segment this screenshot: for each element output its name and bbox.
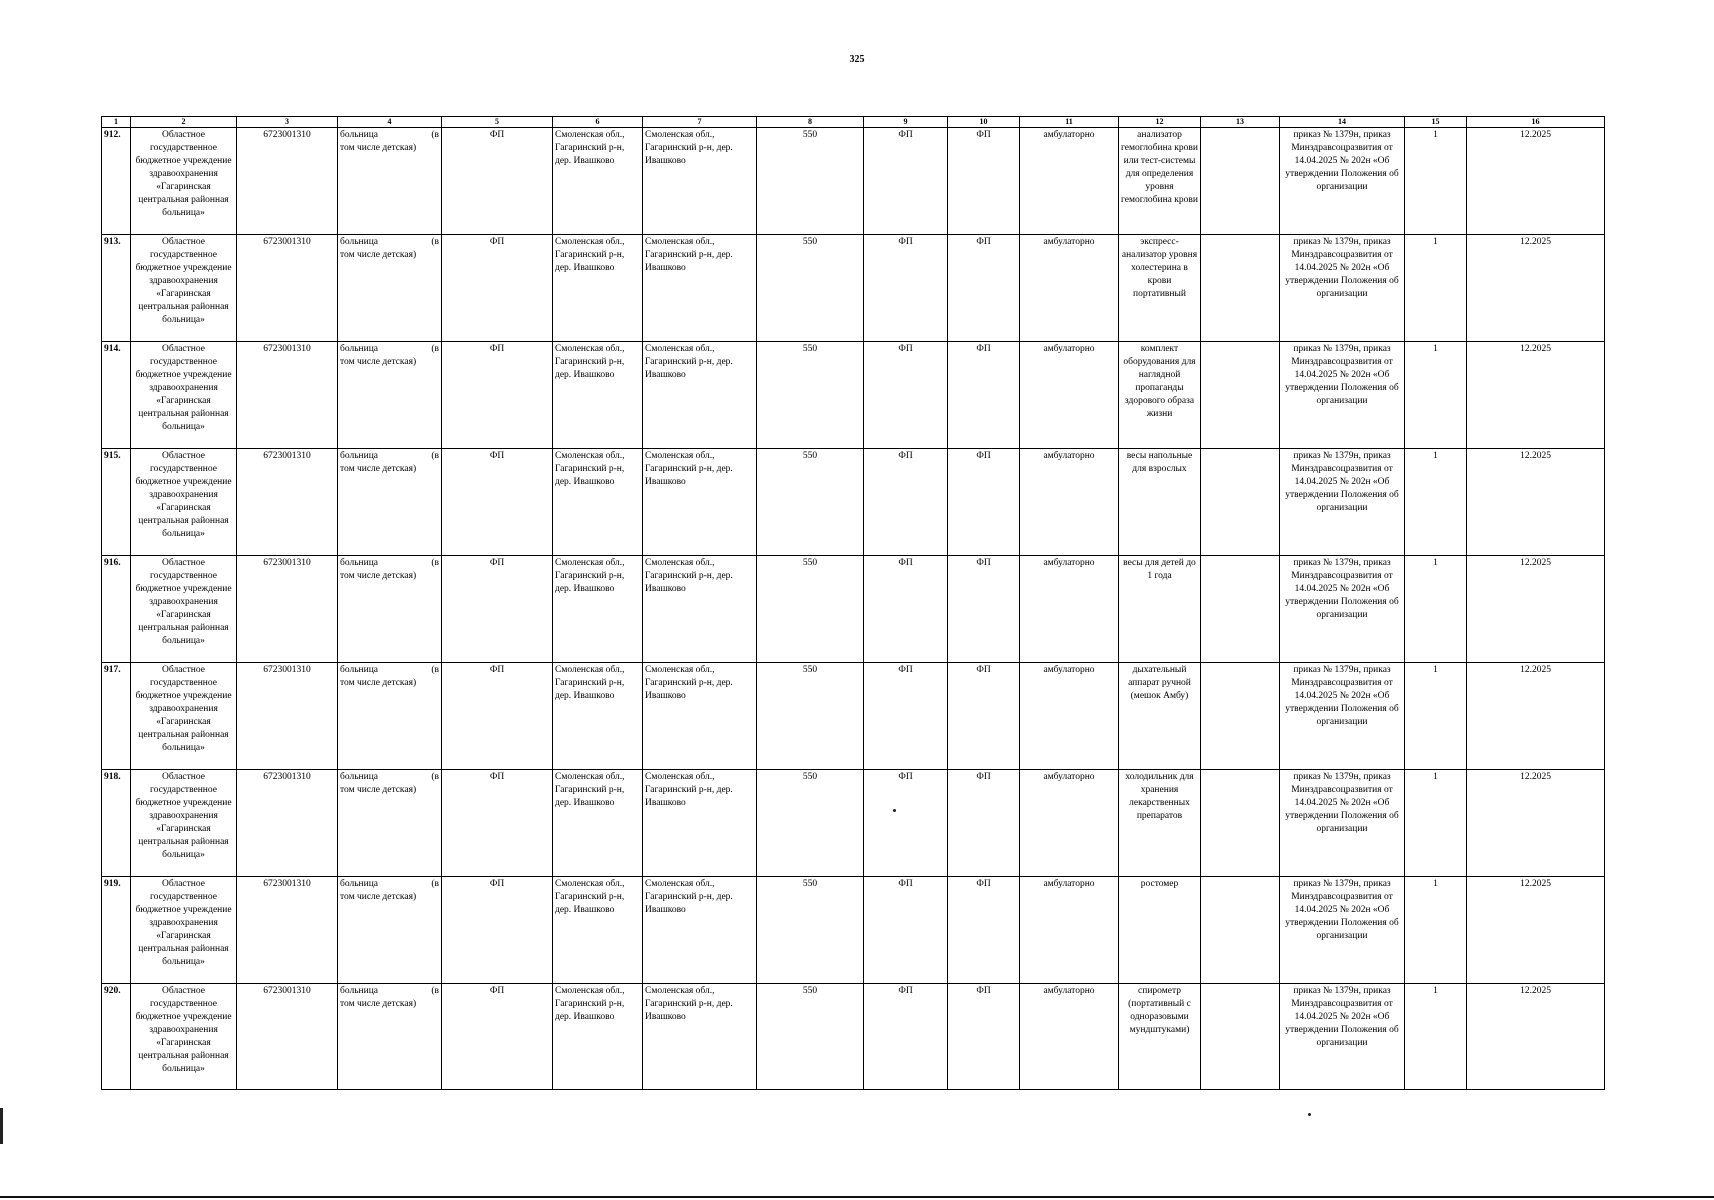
- facility-type-word: больница: [340, 772, 378, 782]
- address-secondary: Смоленская обл., Гагаринский р-н, дер. Ивашково: [643, 877, 757, 984]
- facility-type-paren: (в: [431, 344, 439, 354]
- organization-name: Областное государственное бюджетное учреждение здравоохранения «Гагаринская центральная районная больница»: [131, 556, 237, 663]
- unit-type: ФП: [442, 342, 553, 449]
- row-number: 917.: [102, 663, 131, 770]
- column-header: 13: [1201, 117, 1280, 128]
- row-number: 914.: [102, 342, 131, 449]
- facility-type-line: [340, 878, 439, 891]
- inn-code: 6723001310: [237, 663, 338, 770]
- due-date: 12.2025: [1467, 128, 1605, 235]
- due-date: 12.2025: [1467, 877, 1605, 984]
- organization-name: Областное государственное бюджетное учреждение здравоохранения «Гагаринская центральная районная больница»: [131, 342, 237, 449]
- scan-speck: [893, 809, 896, 812]
- column-header: 8: [757, 117, 864, 128]
- column-13: [1201, 877, 1280, 984]
- facility-type-line: [340, 129, 439, 142]
- organization-name: Областное государственное бюджетное учреждение здравоохранения «Гагаринская центральная районная больница»: [131, 663, 237, 770]
- address-primary: Смоленская обл., Гагаринский р-н, дер. Ивашково: [553, 128, 643, 235]
- organization-name: Областное государственное бюджетное учреждение здравоохранения «Гагаринская центральная районная больница»: [131, 877, 237, 984]
- facility-type: [338, 984, 442, 1090]
- equipment-name: весы для детей до 1 года: [1119, 556, 1201, 663]
- unit-type: ФП: [442, 663, 553, 770]
- organization-name: Областное государственное бюджетное учреждение здравоохранения «Гагаринская центральная районная больница»: [131, 449, 237, 556]
- legal-basis: приказ № 1379н, приказ Минздравсоцразвития от 14.04.2025 № 202н «Об утверждении Положения об организации: [1280, 235, 1405, 342]
- care-mode: амбулаторно: [1020, 449, 1119, 556]
- population: 550: [757, 556, 864, 663]
- column-13: [1201, 128, 1280, 235]
- legal-basis: приказ № 1379н, приказ Минздравсоцразвития от 14.04.2025 № 202н «Об утверждении Положения об организации: [1280, 556, 1405, 663]
- facility-type-line: [340, 557, 439, 570]
- equipment-name: экспресс-анализатор уровня холестерина в крови портативный: [1119, 235, 1201, 342]
- column-header: 4: [338, 117, 442, 128]
- table-row: [102, 663, 1605, 770]
- unit-type: ФП: [442, 984, 553, 1090]
- address-primary: Смоленская обл., Гагаринский р-н, дер. Ивашково: [553, 449, 643, 556]
- facility-type-word: больница: [340, 237, 378, 247]
- care-mode: амбулаторно: [1020, 342, 1119, 449]
- table-row: [102, 770, 1605, 877]
- column-13: [1201, 449, 1280, 556]
- care-mode: амбулаторно: [1020, 235, 1119, 342]
- legal-basis: приказ № 1379н, приказ Минздравсоцразвития от 14.04.2025 № 202н «Об утверждении Положения об организации: [1280, 877, 1405, 984]
- facility-type-desc: том числе детская): [340, 678, 417, 688]
- facility-type-word: больница: [340, 130, 378, 140]
- facility-type: [338, 128, 442, 235]
- facility-type: [338, 342, 442, 449]
- address-primary: Смоленская обл., Гагаринский р-н, дер. Ивашково: [553, 235, 643, 342]
- facility-type-paren: (в: [431, 665, 439, 675]
- equipment-name: спирометр (портативный с одноразовыми мундштуками): [1119, 984, 1201, 1090]
- facility-type-desc: том числе детская): [340, 143, 417, 153]
- address-primary: Смоленская обл., Гагаринский р-н, дер. Ивашково: [553, 770, 643, 877]
- equipment-name: анализатор гемоглобина крови или тест-системы для определения уровня гемоглобина крови: [1119, 128, 1201, 235]
- column-13: [1201, 342, 1280, 449]
- row-number: 918.: [102, 770, 131, 877]
- address-primary: Смоленская обл., Гагаринский р-н, дер. Ивашково: [553, 342, 643, 449]
- care-mode: амбулаторно: [1020, 556, 1119, 663]
- care-mode: амбулаторно: [1020, 770, 1119, 877]
- facility-type: [338, 663, 442, 770]
- column-header: 14: [1280, 117, 1405, 128]
- facility-type-word: больница: [340, 879, 378, 889]
- unit-type-col9: ФП: [864, 128, 948, 235]
- equipment-name: комплект оборудования для наглядной пропаганды здорового образа жизни: [1119, 342, 1201, 449]
- column-header: 12: [1119, 117, 1201, 128]
- page-number: 325: [849, 54, 865, 65]
- facility-type-paren: (в: [431, 879, 439, 889]
- unit-type-col10: ФП: [948, 556, 1020, 663]
- facility-type: [338, 235, 442, 342]
- unit-type-col10: ФП: [948, 770, 1020, 877]
- unit-type-col10: ФП: [948, 984, 1020, 1090]
- organization-name: Областное государственное бюджетное учреждение здравоохранения «Гагаринская центральная районная больница»: [131, 984, 237, 1090]
- row-number: 913.: [102, 235, 131, 342]
- facility-type-word: больница: [340, 986, 378, 996]
- due-date: 12.2025: [1467, 556, 1605, 663]
- organization-name: Областное государственное бюджетное учреждение здравоохранения «Гагаринская центральная районная больница»: [131, 128, 237, 235]
- legal-basis: приказ № 1379н, приказ Минздравсоцразвития от 14.04.2025 № 202н «Об утверждении Положения об организации: [1280, 770, 1405, 877]
- column-header: 3: [237, 117, 338, 128]
- address-secondary: Смоленская обл., Гагаринский р-н, дер. Ивашково: [643, 984, 757, 1090]
- column-header: 2: [131, 117, 237, 128]
- quantity: 1: [1405, 556, 1467, 663]
- facility-type: [338, 770, 442, 877]
- inn-code: 6723001310: [237, 128, 338, 235]
- column-header: 15: [1405, 117, 1467, 128]
- table-row: [102, 342, 1605, 449]
- column-13: [1201, 984, 1280, 1090]
- unit-type-col10: ФП: [948, 342, 1020, 449]
- column-header: 7: [643, 117, 757, 128]
- care-mode: амбулаторно: [1020, 984, 1119, 1090]
- facility-type-desc: том числе детская): [340, 999, 417, 1009]
- unit-type-col10: ФП: [948, 663, 1020, 770]
- unit-type-col9: ФП: [864, 663, 948, 770]
- row-number: 920.: [102, 984, 131, 1090]
- column-header: 1: [102, 117, 131, 128]
- population: 550: [757, 770, 864, 877]
- address-primary: Смоленская обл., Гагаринский р-н, дер. Ивашково: [553, 556, 643, 663]
- facility-type-paren: (в: [431, 986, 439, 996]
- unit-type: ФП: [442, 556, 553, 663]
- equipment-name: холодильник для хранения лекарственных препаратов: [1119, 770, 1201, 877]
- address-secondary: Смоленская обл., Гагаринский р-н, дер. Ивашково: [643, 342, 757, 449]
- address-primary: Смоленская обл., Гагаринский р-н, дер. Ивашково: [553, 877, 643, 984]
- facility-type-desc: том числе детская): [340, 785, 417, 795]
- facility-type: [338, 556, 442, 663]
- facility-type-desc: том числе детская): [340, 250, 417, 260]
- organization-name: Областное государственное бюджетное учреждение здравоохранения «Гагаринская центральная районная больница»: [131, 235, 237, 342]
- population: 550: [757, 984, 864, 1090]
- unit-type-col9: ФП: [864, 235, 948, 342]
- inn-code: 6723001310: [237, 235, 338, 342]
- unit-type-col10: ФП: [948, 449, 1020, 556]
- facility-type: [338, 877, 442, 984]
- column-13: [1201, 235, 1280, 342]
- quantity: 1: [1405, 128, 1467, 235]
- facility-type-paren: (в: [431, 451, 439, 461]
- due-date: 12.2025: [1467, 449, 1605, 556]
- column-header: 5: [442, 117, 553, 128]
- quantity: 1: [1405, 984, 1467, 1090]
- facility-type: [338, 449, 442, 556]
- facility-type-word: больница: [340, 558, 378, 568]
- table-row: [102, 556, 1605, 663]
- quantity: 1: [1405, 449, 1467, 556]
- due-date: 12.2025: [1467, 663, 1605, 770]
- facility-type-paren: (в: [431, 130, 439, 140]
- unit-type: ФП: [442, 877, 553, 984]
- row-number: 916.: [102, 556, 131, 663]
- unit-type: ФП: [442, 449, 553, 556]
- facility-type-word: больница: [340, 344, 378, 354]
- equipment-table: [101, 116, 1605, 1090]
- address-primary: Смоленская обл., Гагаринский р-н, дер. Ивашково: [553, 984, 643, 1090]
- table-row: [102, 235, 1605, 342]
- legal-basis: приказ № 1379н, приказ Минздравсоцразвития от 14.04.2025 № 202н «Об утверждении Положения об организации: [1280, 449, 1405, 556]
- legal-basis: приказ № 1379н, приказ Минздравсоцразвития от 14.04.2025 № 202н «Об утверждении Положения об организации: [1280, 128, 1405, 235]
- inn-code: 6723001310: [237, 556, 338, 663]
- table-body: [102, 128, 1605, 1090]
- address-secondary: Смоленская обл., Гагаринский р-н, дер. Ивашково: [643, 235, 757, 342]
- unit-type: ФП: [442, 128, 553, 235]
- column-13: [1201, 770, 1280, 877]
- address-secondary: Смоленская обл., Гагаринский р-н, дер. Ивашково: [643, 770, 757, 877]
- inn-code: 6723001310: [237, 984, 338, 1090]
- facility-type-desc: том числе детская): [340, 892, 417, 902]
- population: 550: [757, 449, 864, 556]
- facility-type-desc: том числе детская): [340, 571, 417, 581]
- address-secondary: Смоленская обл., Гагаринский р-н, дер. Ивашково: [643, 449, 757, 556]
- table-row: [102, 877, 1605, 984]
- column-header: 9: [864, 117, 948, 128]
- address-secondary: Смоленская обл., Гагаринский р-н, дер. Ивашково: [643, 663, 757, 770]
- column-header: 16: [1467, 117, 1605, 128]
- equipment-name: ростомер: [1119, 877, 1201, 984]
- unit-type-col10: ФП: [948, 128, 1020, 235]
- row-number: 919.: [102, 877, 131, 984]
- care-mode: амбулаторно: [1020, 663, 1119, 770]
- address-secondary: Смоленская обл., Гагаринский р-н, дер. Ивашково: [643, 128, 757, 235]
- due-date: 12.2025: [1467, 770, 1605, 877]
- population: 550: [757, 342, 864, 449]
- column-header: 10: [948, 117, 1020, 128]
- population: 550: [757, 128, 864, 235]
- facility-type-line: [340, 771, 439, 784]
- quantity: 1: [1405, 877, 1467, 984]
- facility-type-line: [340, 985, 439, 998]
- scan-speck: [1308, 1113, 1311, 1116]
- facility-type-line: [340, 343, 439, 356]
- unit-type-col9: ФП: [864, 342, 948, 449]
- column-header: 11: [1020, 117, 1119, 128]
- quantity: 1: [1405, 342, 1467, 449]
- unit-type: ФП: [442, 235, 553, 342]
- unit-type: ФП: [442, 770, 553, 877]
- unit-type-col9: ФП: [864, 770, 948, 877]
- facility-type-line: [340, 236, 439, 249]
- row-number: 915.: [102, 449, 131, 556]
- due-date: 12.2025: [1467, 342, 1605, 449]
- table-row: [102, 984, 1605, 1090]
- unit-type-col9: ФП: [864, 556, 948, 663]
- unit-type-col9: ФП: [864, 984, 948, 1090]
- column-13: [1201, 556, 1280, 663]
- facility-type-line: [340, 450, 439, 463]
- care-mode: амбулаторно: [1020, 128, 1119, 235]
- facility-type-paren: (в: [431, 237, 439, 247]
- unit-type-col9: ФП: [864, 449, 948, 556]
- equipment-name: весы напольные для взрослых: [1119, 449, 1201, 556]
- legal-basis: приказ № 1379н, приказ Минздравсоцразвития от 14.04.2025 № 202н «Об утверждении Положения об организации: [1280, 984, 1405, 1090]
- quantity: 1: [1405, 770, 1467, 877]
- scan-bottom-edge: [0, 1196, 1714, 1198]
- facility-type-word: больница: [340, 665, 378, 675]
- table-row: [102, 128, 1605, 235]
- address-secondary: Смоленская обл., Гагаринский р-н, дер. Ивашково: [643, 556, 757, 663]
- facility-type-word: больница: [340, 451, 378, 461]
- unit-type-col10: ФП: [948, 877, 1020, 984]
- facility-type-paren: (в: [431, 772, 439, 782]
- inn-code: 6723001310: [237, 342, 338, 449]
- unit-type-col10: ФП: [948, 235, 1020, 342]
- quantity: 1: [1405, 663, 1467, 770]
- population: 550: [757, 235, 864, 342]
- legal-basis: приказ № 1379н, приказ Минздравсоцразвития от 14.04.2025 № 202н «Об утверждении Положения об организации: [1280, 663, 1405, 770]
- inn-code: 6723001310: [237, 770, 338, 877]
- address-primary: Смоленская обл., Гагаринский р-н, дер. Ивашково: [553, 663, 643, 770]
- column-13: [1201, 663, 1280, 770]
- organization-name: Областное государственное бюджетное учреждение здравоохранения «Гагаринская центральная районная больница»: [131, 770, 237, 877]
- table-row: [102, 449, 1605, 556]
- due-date: 12.2025: [1467, 984, 1605, 1090]
- facility-type-paren: (в: [431, 558, 439, 568]
- legal-basis: приказ № 1379н, приказ Минздравсоцразвития от 14.04.2025 № 202н «Об утверждении Положения об организации: [1280, 342, 1405, 449]
- population: 550: [757, 877, 864, 984]
- population: 550: [757, 663, 864, 770]
- scan-edge-mark: [0, 1108, 3, 1144]
- facility-type-desc: том числе детская): [340, 357, 417, 367]
- facility-type-line: [340, 664, 439, 677]
- equipment-name: дыхательный аппарат ручной (мешок Амбу): [1119, 663, 1201, 770]
- row-number: 912.: [102, 128, 131, 235]
- due-date: 12.2025: [1467, 235, 1605, 342]
- facility-type-desc: том числе детская): [340, 464, 417, 474]
- column-number-row: [102, 117, 1605, 128]
- inn-code: 6723001310: [237, 449, 338, 556]
- quantity: 1: [1405, 235, 1467, 342]
- column-header: 6: [553, 117, 643, 128]
- care-mode: амбулаторно: [1020, 877, 1119, 984]
- unit-type-col9: ФП: [864, 877, 948, 984]
- inn-code: 6723001310: [237, 877, 338, 984]
